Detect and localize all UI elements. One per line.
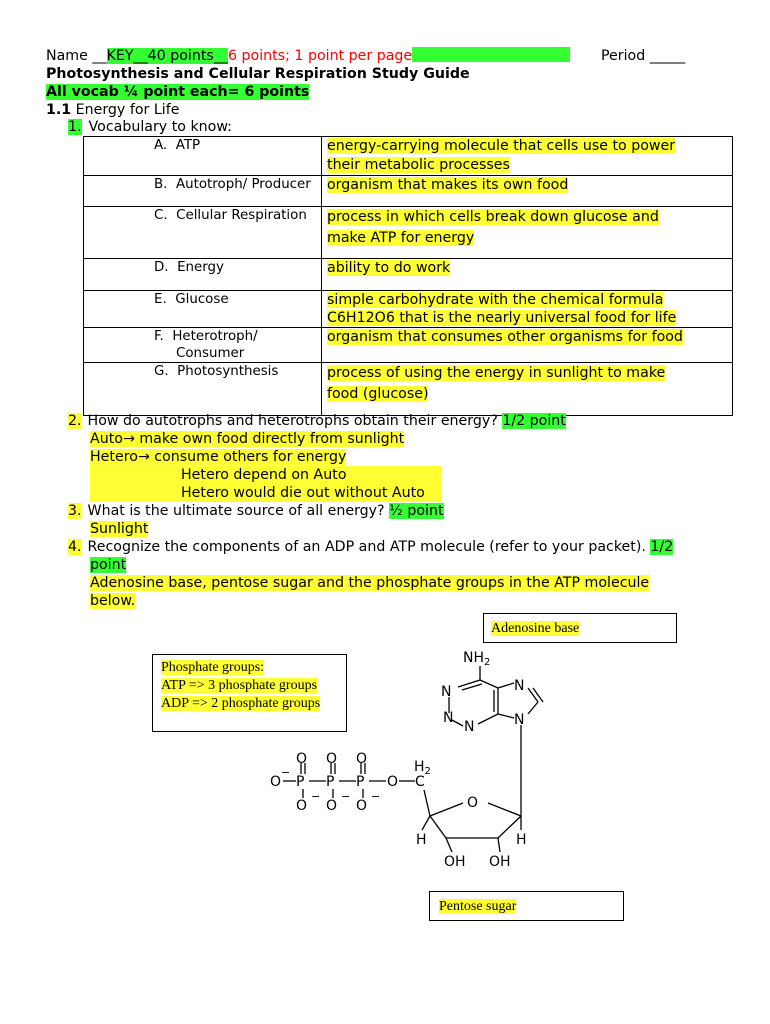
minus-charge: − [311, 790, 321, 803]
key-label: KEY__40 points__ [106, 48, 229, 64]
nh2-label: $NH_2$ [463, 650, 491, 668]
p-atom: P [296, 774, 305, 790]
q4-points-cont: point [90, 557, 127, 573]
q3-text: What is the ultimate source of all energy? [87, 503, 390, 519]
q2-answer-line: Auto→ make own food directly from sunlight [90, 431, 405, 447]
adp-phosphate-line: ADP => 2 phosphate groups [161, 696, 321, 711]
page-title: Photosynthesis and Cellular Respiration Study Guide [46, 66, 470, 82]
q3-points: ½ point [389, 503, 444, 519]
o-atom: O [296, 751, 308, 767]
o-atom: O [387, 774, 399, 790]
q3-number: 3. [68, 503, 82, 519]
o-atom: O [326, 798, 338, 814]
q4-points: 1/2 [650, 539, 674, 555]
vocab-term: C. Cellular Respiration [154, 208, 307, 223]
pentose-label: Pentose sugar [439, 899, 517, 914]
section-title: Energy for Life [71, 102, 180, 118]
adenosine-label: Adenosine base [491, 621, 580, 636]
h-atom: H [516, 832, 527, 848]
name-label: Name __ [46, 48, 107, 64]
p-atom: P [326, 774, 335, 790]
q4-number: 4. [68, 539, 82, 555]
vocab-term: B. Autotroph/ Producer [154, 177, 311, 192]
vocab-note: All vocab ¼ point each= 6 points [46, 84, 310, 100]
vocab-def-line: simple carbohydrate with the chemical formula [327, 292, 664, 308]
n-atom: N [514, 678, 525, 694]
h2-label: $H_2$ [414, 759, 431, 777]
q2-answer-line: Hetero depend on Auto [181, 467, 347, 483]
q4-answer-line: below. [90, 593, 136, 609]
ring-oxygen: O [467, 795, 479, 811]
q2-number: 2. [68, 413, 82, 429]
q1-number: 1. [68, 119, 82, 135]
q4-answer-line: Adenosine base, pentose sugar and the phosphate groups in the ATP molecule [90, 575, 650, 591]
vocab-def-line: energy-carrying molecule that cells use to power [327, 138, 676, 154]
section-number: 1.1 [46, 102, 72, 118]
h-atom: H [416, 832, 427, 848]
vocab-def-line: process in which cells break down glucose and [327, 209, 659, 225]
vocab-term: A. ATP [154, 138, 201, 153]
o-atom: O [356, 798, 368, 814]
phosphate-title: Phosphate groups: [161, 660, 265, 675]
p-atom: P [356, 774, 365, 790]
diagram-bonds [283, 666, 543, 852]
vocab-term: F. Heterotroph/ [154, 329, 258, 344]
oh-group: OH [489, 854, 511, 870]
vocab-def-line: ability to do work [327, 260, 451, 276]
o-atom: O [270, 774, 282, 790]
minus-charge: − [341, 790, 351, 803]
points-label: 6 points; 1 point per page [228, 48, 413, 64]
q2-answer-line: Hetero would die out without Auto [181, 485, 425, 501]
q3-answer: Sunlight [90, 521, 149, 537]
o-atom: O [326, 751, 338, 767]
vocab-term: G. Photosynthesis [154, 364, 279, 379]
q2-text: How do autotrophs and heterotrophs obtain their energy? [87, 413, 503, 429]
minus-charge: − [371, 790, 381, 803]
vocab-term: D. Energy [154, 260, 224, 275]
q4-text: Recognize the components of an ADP and ATP molecule (refer to your packet). [87, 539, 651, 555]
vocab-term-cont: Consumer [176, 346, 245, 361]
vocab-term: E. Glucose [154, 292, 229, 307]
vocab-def-line: make ATP for energy [327, 230, 475, 246]
q2-points: 1/2 point [502, 413, 566, 429]
atp-phosphate-line: ATP => 3 phosphate groups [161, 678, 318, 693]
period-label: Period _____ [601, 48, 686, 64]
vocab-def-line: organism that makes its own food [327, 177, 569, 193]
vocab-def-line: their metabolic processes [327, 157, 510, 173]
o-atom: O [356, 751, 368, 767]
o-atom: O [296, 798, 308, 814]
vocab-def-line: food (glucose) [327, 386, 429, 402]
n-atom: N [443, 710, 454, 726]
n-atom: N [514, 712, 525, 728]
minus-charge: − [281, 766, 291, 779]
n-atom: N [464, 719, 475, 735]
q2-answer-line: Hetero→ consume others for energy [90, 449, 347, 465]
n-atom: N [441, 684, 452, 700]
c-atom: C [415, 774, 425, 790]
oh-group: OH [444, 854, 466, 870]
vocab-def-line: organism that consumes other organisms for food [327, 329, 683, 345]
q1-text: Vocabulary to know: [88, 119, 232, 135]
vocab-def-line: process of using the energy in sunlight to make [327, 365, 666, 381]
vocab-def-line: C6H12O6 that is the nearly universal food for life [327, 310, 677, 326]
